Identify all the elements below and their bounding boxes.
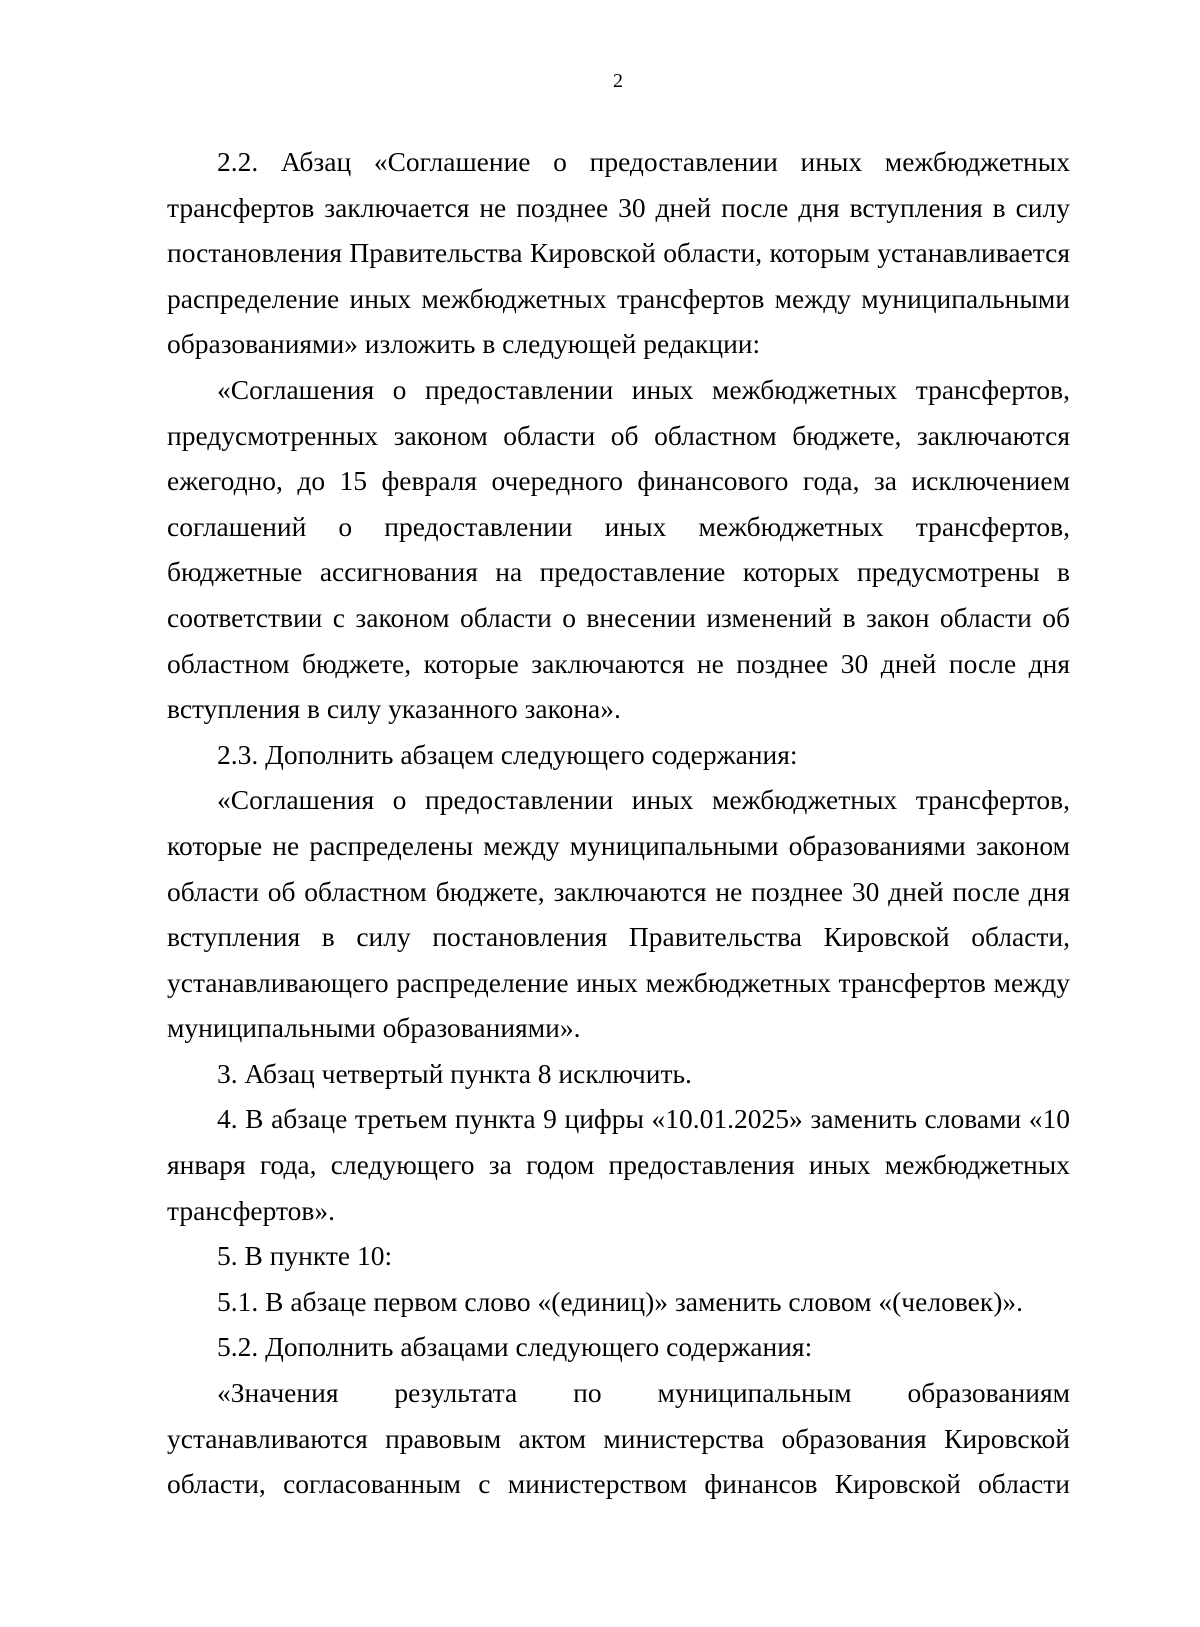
paragraph-2-3: 2.3. Дополнить абзацем следующего содержания: bbox=[217, 738, 798, 770]
paragraph-5: 5. В пункте 10: bbox=[217, 1240, 393, 1272]
paragraph-3: 3. Абзац четвертый пункта 8 исключить. bbox=[217, 1057, 692, 1089]
paragraph-4: 4. В абзаце третьем пункта 9 цифры «10.01.2025» заменить словами «10 января года, следующего за годом предоставления иных межбюджетных трансфертов». bbox=[167, 1103, 1070, 1226]
document-body bbox=[167, 139, 1070, 1507]
paragraph-5-1: 5.1. В абзаце первом слово «(единиц)» заменить словом «(человек)». bbox=[217, 1285, 1023, 1317]
page-number: 2 bbox=[613, 70, 623, 92]
paragraph-2-2-new-text: «Соглашения о предоставлении иных межбюджетных трансфертов, предусмотренных законом области об областном бюджете, заключаются ежегодно, до 15 февраля очередного финансового года, за исключением соглашений о предоставлении иных межбюджетных трансфертов, бюджетные ассигнования на предоставление которых предусмотрены в соответствии с законом области о внесении изменений в закон области об областном бюджете, которые заключаются не позднее 30 дней после дня вступления в силу указанного закона». bbox=[167, 373, 1070, 725]
paragraph-2-3-new-text: «Соглашения о предоставлении иных межбюджетных трансфертов, которые не распределены между муниципальными образованиями законом области об областном бюджете, заключаются не позднее 30 дней после дня вступления в силу постановления Правительства Кировской области, устанавливающего распределение иных межбюджетных трансфертов между муниципальными образованиями». bbox=[167, 784, 1070, 1044]
paragraph-5-2: 5.2. Дополнить абзацами следующего содержания: bbox=[217, 1331, 813, 1363]
paragraph-2-2: 2.2. Абзац «Соглашение о предоставлении иных межбюджетных трансфертов заключается не позднее 30 дней после дня вступления в силу постановления Правительства Кировской области, которым устанавливается распределение иных межбюджетных трансфертов между муниципальными образованиями» изложить в следующей редакции: bbox=[167, 146, 1070, 360]
paragraph-5-2-new-text: «Значения результата по муниципальным образованиям устанавливаются правовым актом министерства образования Кировской области, согласованным с министерством финансов Кировской области bbox=[167, 1377, 1070, 1500]
